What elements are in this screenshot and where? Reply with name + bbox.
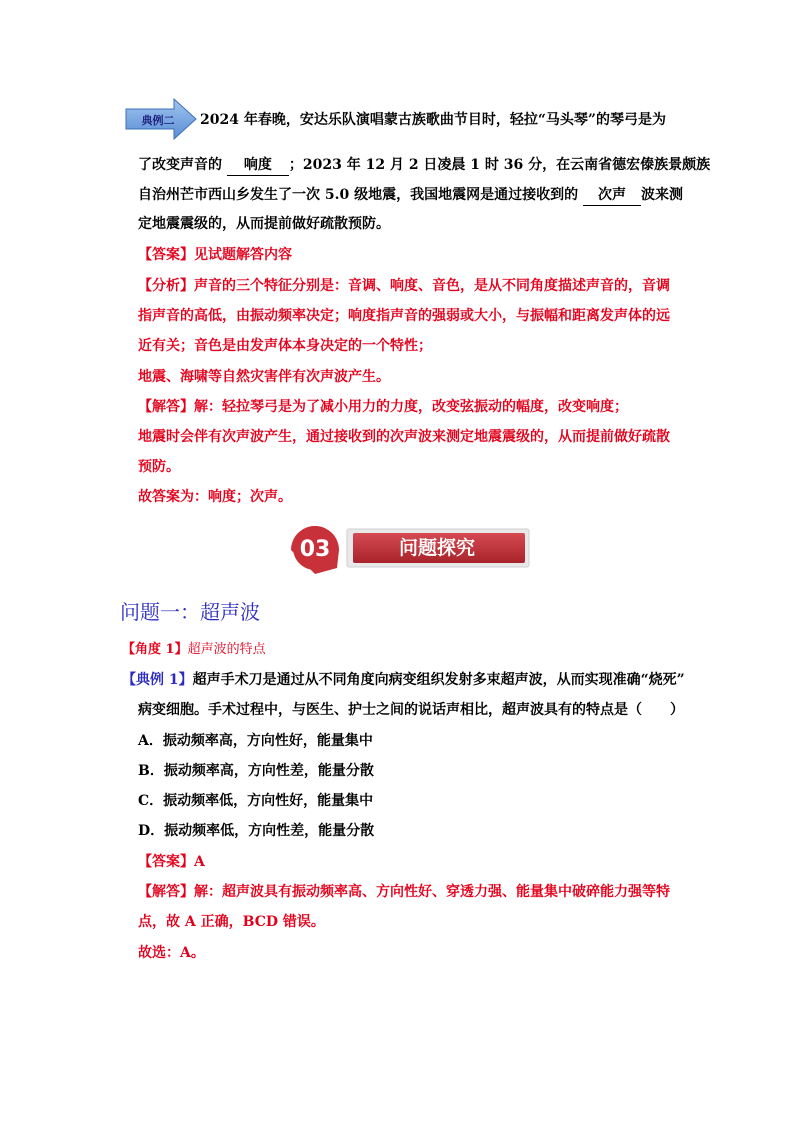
- option-d: D．振动频率低，方向性差，能量分散: [138, 823, 375, 839]
- answer-label: 【答案】: [138, 854, 194, 870]
- answer-label: 【答案】: [138, 247, 194, 263]
- example1-label: 【典例 1】: [122, 672, 193, 688]
- section-badge: [287, 524, 531, 574]
- angle-label: 【角度 1】: [122, 642, 188, 657]
- example2-line1: 2024 年春晚，安达乐队演唱蒙古族歌曲节目时，轻拉“马头琴”的琴弓是为: [200, 112, 666, 128]
- example2-analysis-2: 指声音的高低，由振动频率决定；响度指声音的强弱或大小，与振幅和距离发声体的远: [138, 308, 670, 324]
- example2-analysis-4: 地震、海啸等自然灾害伴有次声波产生。: [138, 369, 390, 385]
- blank-answer-2: 次声: [583, 185, 641, 206]
- example2-final: 故答案为：响度；次声。: [138, 489, 292, 505]
- example1-stem-1: [122, 670, 685, 690]
- solution-label: 【解答】: [138, 399, 194, 415]
- example2-line2: [138, 155, 710, 176]
- analysis-text-1: 声音的三个特征分别是：音调、响度、音色，是从不同角度描述声音的，音调: [194, 278, 670, 294]
- option-a: A．振动频率高，方向性好，能量集中: [138, 733, 373, 749]
- section-number: 03: [299, 537, 331, 562]
- solution-label: 【解答】: [138, 884, 194, 900]
- analysis-label: 【分析】: [138, 278, 194, 294]
- example2-line3: [138, 185, 683, 206]
- example1-solution-1: [138, 882, 670, 902]
- example1-stem-2: 病变细胞。手术过程中，与医生、护士之间的说话声相比，超声波具有的特点是（ ）: [138, 702, 684, 718]
- blank-answer-1: 响度: [227, 155, 289, 176]
- angle-1: [122, 640, 266, 660]
- answer-text: A: [194, 854, 205, 870]
- example2-solution-1: [138, 397, 628, 417]
- example2-answer: [138, 245, 292, 265]
- example1-answer: [138, 852, 205, 872]
- example1-stem-text-1: 超声手术刀是通过从不同角度向病变组织发射多束超声波，从而实现准确“烧死”: [192, 672, 685, 688]
- answer-text: 见试题解答内容: [194, 247, 292, 263]
- option-b: B．振动频率高，方向性差，能量分散: [138, 763, 374, 779]
- section-title: 问题探究: [398, 537, 476, 559]
- angle-text: 超声波的特点: [187, 642, 266, 657]
- solution-text-1: 解：轻拉琴弓是为了减小用力的力度，改变弦振动的幅度，改变响度；: [194, 399, 628, 415]
- example2-solution-3: 预防。: [138, 459, 180, 475]
- example2-line2-pre: 了改变声音的: [138, 157, 227, 173]
- solution-text-1: 解：超声波具有振动频率高、方向性好、穿透力强、能量集中破碎能力强等特: [194, 884, 670, 900]
- example2-line3-pre: 自治州芒市西山乡发生了一次 5.0 级地震，我国地震网是通过接收到的: [138, 187, 583, 203]
- example2-solution-2: 地震时会伴有次声波产生，通过接收到的次声波来测定地震震级的，从而提前做好疏散: [138, 429, 670, 445]
- example-tag-arrow: [124, 97, 198, 141]
- example2-line4: 定地震震级的，从而提前做好疏散预防。: [138, 216, 390, 232]
- example2-analysis-1: [138, 276, 670, 296]
- example1-final: 故选：A。: [138, 945, 205, 961]
- example1-solution-2: 点，故 A 正确，BCD 错误。: [138, 914, 325, 930]
- example2-analysis-3: 近有关；音色是由发声体本身决定的一个特性；: [138, 338, 432, 354]
- option-c: C．振动频率低，方向性好，能量集中: [138, 793, 374, 809]
- example-tag-label: 典例二: [141, 114, 175, 127]
- question1-heading: 问题一：超声波: [120, 600, 260, 624]
- example2-line2-post: ；2023 年 12 月 2 日凌晨 1 时 36 分，在云南省德宏傣族景颇族: [288, 157, 711, 173]
- example2-line3-post: 波来测: [640, 187, 683, 203]
